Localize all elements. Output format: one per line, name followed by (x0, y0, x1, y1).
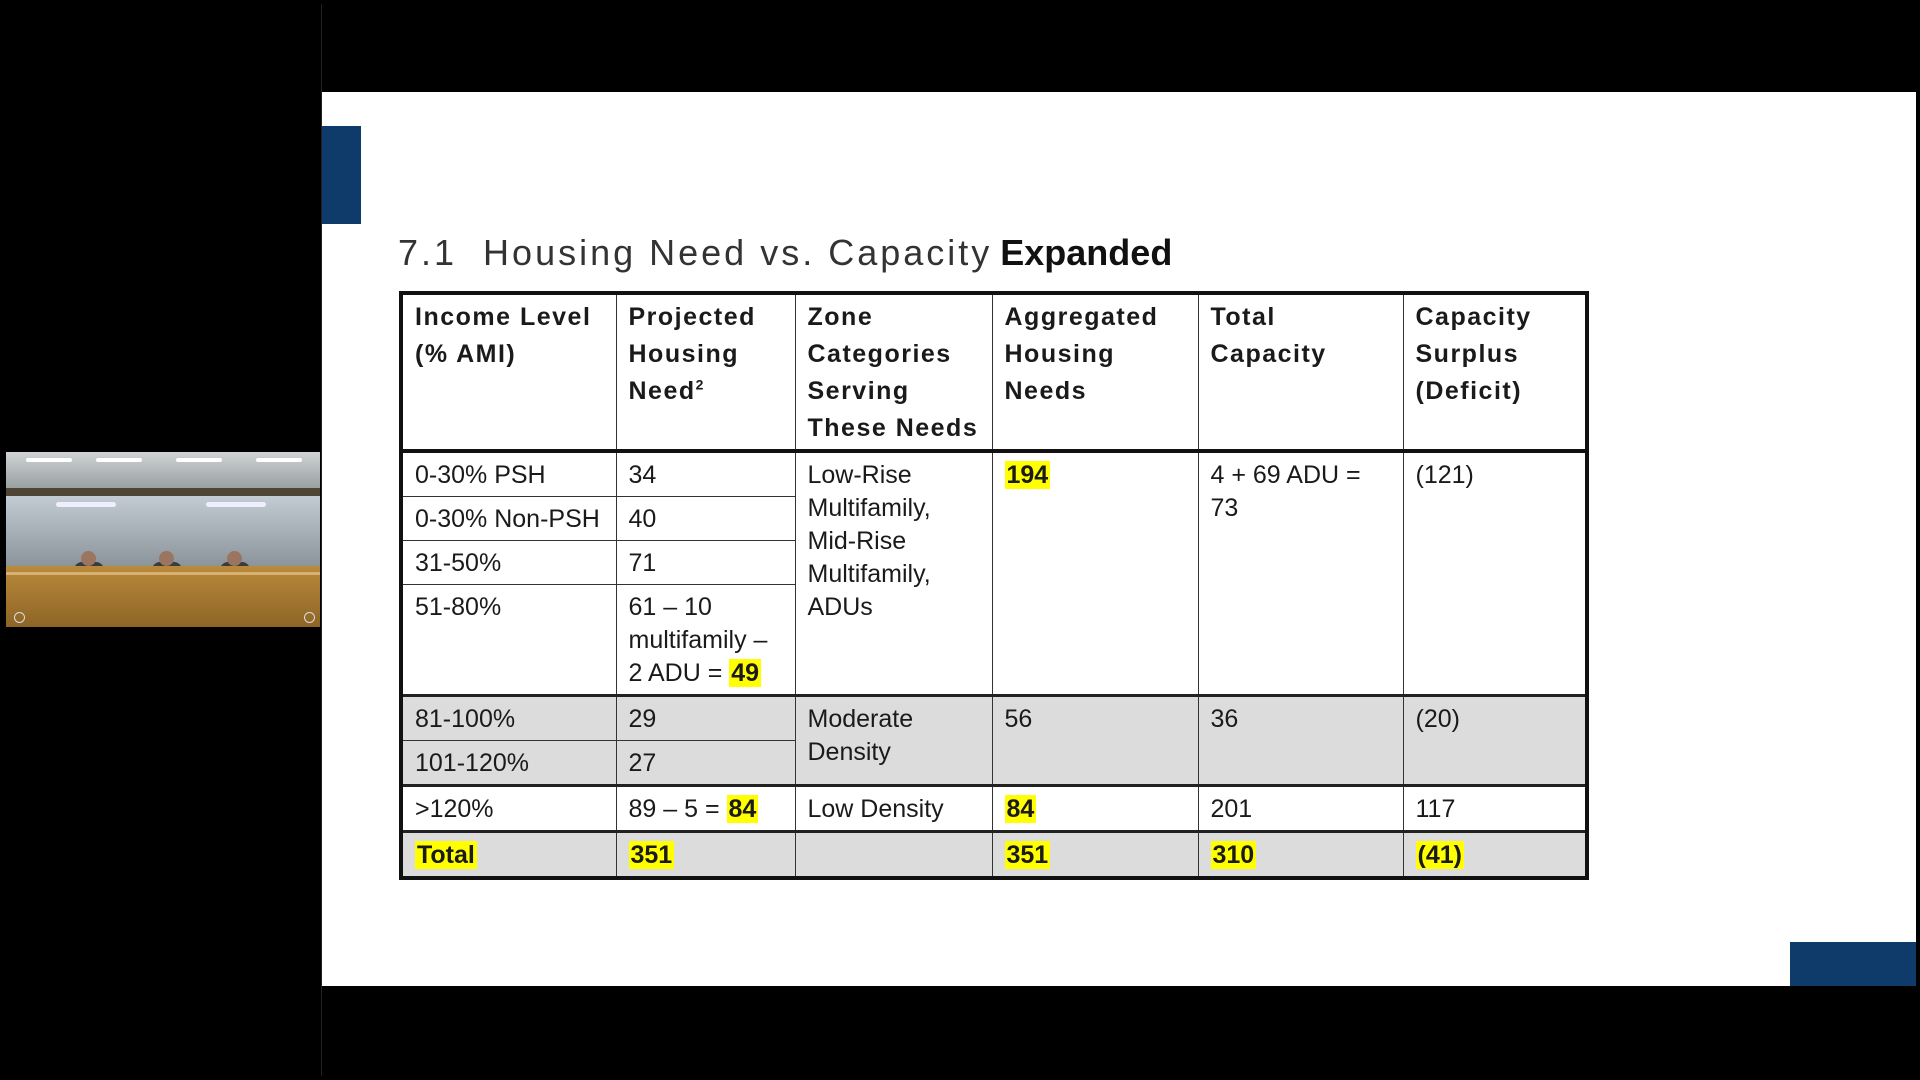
cell-total-capacity (1198, 832, 1403, 879)
header-income-level: Income Level (% AMI) (401, 293, 616, 451)
highlighted-value: 84 (1006, 795, 1035, 823)
header-projected-need (616, 293, 795, 451)
cell-total-aggregated (992, 832, 1198, 879)
cell-total-surplus (1403, 832, 1587, 879)
cell-surplus: 117 (1403, 786, 1587, 832)
total-row (401, 832, 1587, 879)
cell-zone: Low Density (795, 786, 992, 832)
table-row (401, 786, 1587, 832)
cell-income: 31-50% (401, 541, 616, 585)
highlighted-value: 84 (728, 795, 757, 823)
cell-income: >120% (401, 786, 616, 832)
cell-income: 0-30% PSH (401, 451, 616, 497)
cell-need (616, 585, 795, 696)
cell-zone: Low-Rise Multifamily, Mid-Rise Multifamily, ADUs (795, 451, 992, 696)
cell-need (616, 786, 795, 832)
cell-need: 27 (616, 741, 795, 786)
cell-income: 101-120% (401, 741, 616, 786)
need-calculation: 61 – 10 multifamily – 2 ADU = (628, 593, 768, 687)
highlighted-value: 194 (1006, 461, 1049, 489)
video-person-head (81, 551, 96, 566)
cell-capacity: 201 (1198, 786, 1403, 832)
video-dais (6, 566, 320, 627)
header-projected-need-text: Projected Housing Need (628, 303, 756, 405)
highlighted-value: (41) (1417, 841, 1462, 869)
slide-title (398, 232, 1172, 274)
need-calculation: 89 – 5 = (628, 795, 720, 823)
table-header-row (401, 293, 1587, 451)
footnote-marker: 2 (695, 376, 705, 393)
cell-income: 81-100% (401, 696, 616, 741)
highlighted-value: 49 (731, 659, 760, 687)
table-row (401, 451, 1587, 497)
presentation-slide (322, 92, 1916, 986)
video-indicator-icon (14, 612, 25, 623)
cell-total-need (616, 832, 795, 879)
header-zone-categories: Zone Categories Serving These Needs (795, 293, 992, 451)
video-wall-light (56, 502, 116, 507)
slide-title-text: 7.1 Housing Need vs. Capacity (398, 232, 993, 273)
highlighted-value: 351 (630, 841, 673, 869)
cell-total-label (401, 832, 616, 879)
cell-income: 51-80% (401, 585, 616, 696)
video-indicator-icon (304, 612, 315, 623)
highlighted-value: 310 (1212, 841, 1255, 869)
video-light (256, 458, 302, 462)
video-room-back (6, 488, 320, 496)
video-dais-trim (6, 572, 320, 575)
video-wall-light (206, 502, 266, 507)
video-light (96, 458, 142, 462)
cell-aggregated (992, 786, 1198, 832)
cell-aggregated (992, 451, 1198, 696)
cell-aggregated: 56 (992, 696, 1198, 786)
cell-surplus: (121) (1403, 451, 1587, 696)
cell-zone: Moderate Density (795, 696, 992, 786)
highlighted-value: Total (417, 841, 475, 869)
header-aggregated-needs: Aggregated Housing Needs (992, 293, 1198, 451)
cell-need: 29 (616, 696, 795, 741)
participant-video-thumbnail[interactable] (6, 452, 320, 627)
header-capacity-surplus: Capacity Surplus (Deficit) (1403, 293, 1587, 451)
cell-need: 40 (616, 497, 795, 541)
slide-accent-bar-bottom (1790, 942, 1916, 986)
cell-need: 34 (616, 451, 795, 497)
cell-total-zone (795, 832, 992, 879)
housing-need-table (399, 291, 1589, 880)
cell-surplus: (20) (1403, 696, 1587, 786)
header-total-capacity: Total Capacity (1198, 293, 1403, 451)
cell-need: 71 (616, 541, 795, 585)
cell-capacity: 36 (1198, 696, 1403, 786)
table-row (401, 696, 1587, 741)
slide-accent-bar-top (322, 126, 361, 224)
slide-title-suffix: Expanded (1000, 232, 1173, 273)
cell-capacity: 4 + 69 ADU = 73 (1198, 451, 1403, 696)
video-person-head (227, 551, 242, 566)
video-light (176, 458, 222, 462)
highlighted-value: 351 (1006, 841, 1049, 869)
video-person-head (159, 551, 174, 566)
video-light (26, 458, 72, 462)
cell-income: 0-30% Non-PSH (401, 497, 616, 541)
